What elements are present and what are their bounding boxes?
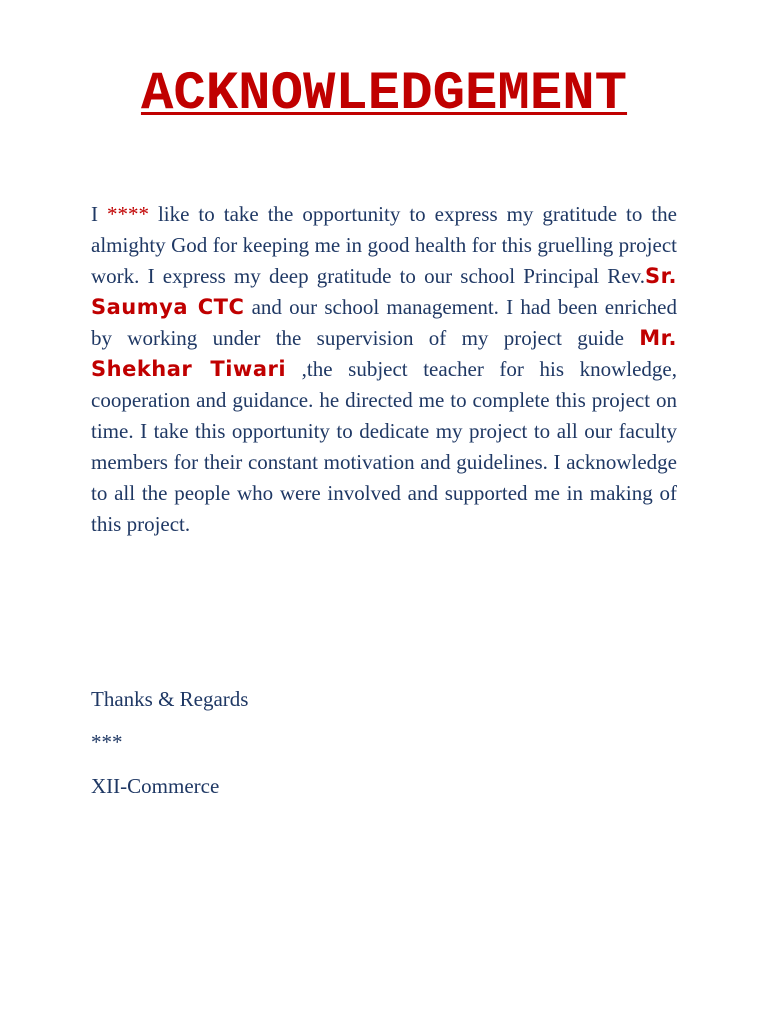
- paragraph-part-3: ,the subject teacher for his knowledge, cooperation and guidance. he directed me to complete this project on time. I take this opportunity to dedicate my project to all our faculty members for their constant motivation and guidelines. I acknowledge to all the people who were involved and supported me in making of this project.: [91, 357, 677, 536]
- paragraph-part-1: like to take the opportunity to express my gratitude to the almighty God for keeping me in good health for this gruelling project work. I express my deep gratitude to our school Principal Rev.: [91, 202, 677, 288]
- class-name: XII-Commerce: [91, 774, 220, 798]
- paragraph-prefix: I: [91, 202, 107, 226]
- closing-line: Thanks & Regards: [91, 687, 249, 711]
- page-title: ACKNOWLEDGEMENT: [140, 64, 628, 125]
- paragraph-part-2: and our school management. I had been enriched by working under the supervision of my project guide: [91, 295, 677, 350]
- acknowledgement-paragraph: [91, 199, 677, 540]
- signature-mask: ***: [91, 730, 123, 754]
- project-guide-name: Mr. Shekhar Tiwari: [91, 326, 677, 381]
- principal-name: Sr. Saumya CTC: [91, 264, 677, 319]
- student-name-mask: ****: [106, 202, 149, 226]
